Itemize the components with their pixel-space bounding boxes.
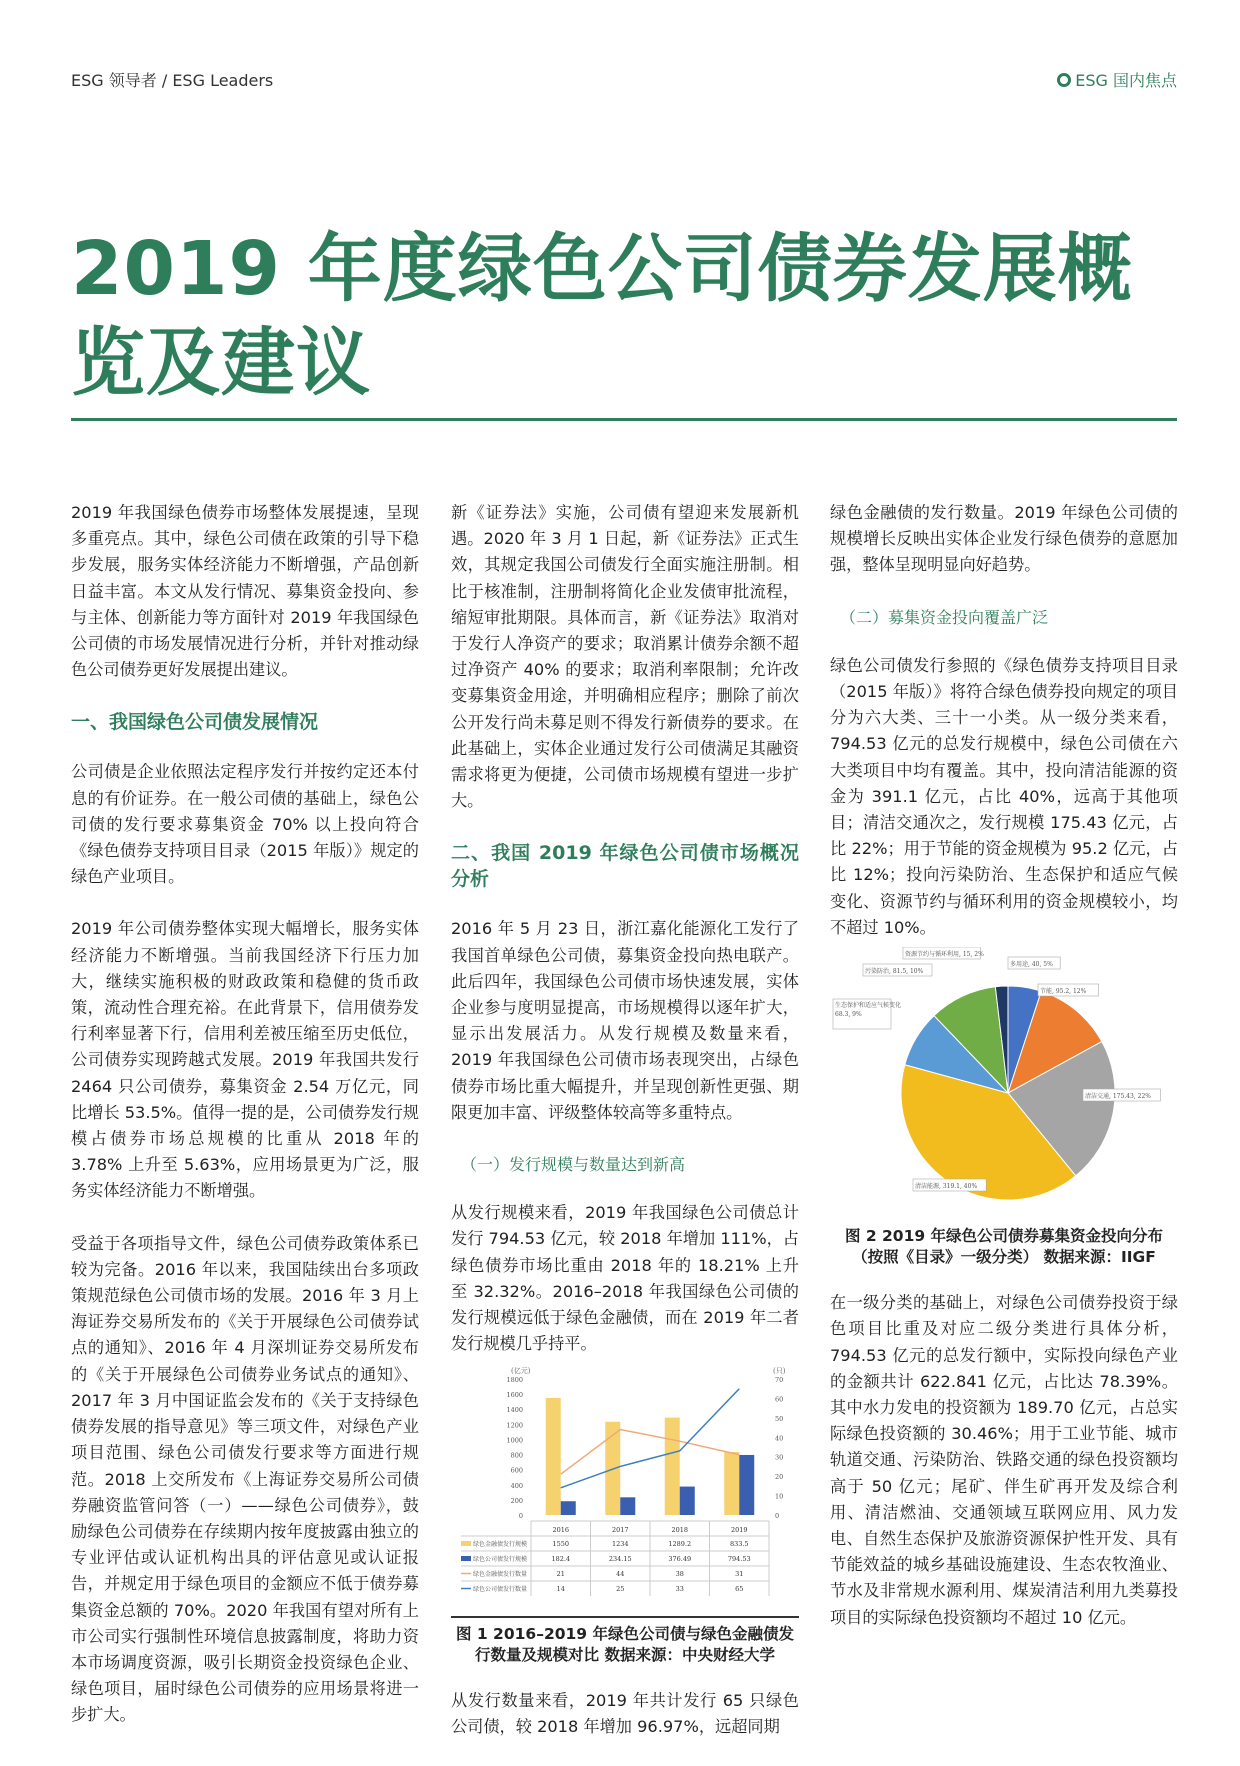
data-label: 65 xyxy=(735,1585,744,1594)
y2-tick-label: 70 xyxy=(775,1376,784,1385)
ring-icon xyxy=(1057,73,1071,87)
bar xyxy=(680,1487,695,1515)
category-label: 2018 xyxy=(671,1526,689,1535)
section-label-text: ESG 国内焦点 xyxy=(1075,71,1177,90)
paragraph: 2019 年公司债券整体实现大幅增长，服务实体经济能力不断增强。当前我国经济下行压力加大，继续实施积极的财政政策和稳健的货币政策，流动性合理充裕。在此背景下，信用债券发行利率显著下行，信用利差被压缩至历史低位，公司债券实现跨越式发展。2019 年我国共发行 2464 只公司债券，募集资金 2.54 万亿元，同比增长 53.5%。值得一提的是，公司债券发行规模占债券市场总规模的比重从 2018 年的 3.78% 上升至 5.63%，应用场景更为广泛，服务实体经济能力不断增强。 xyxy=(71,919,419,1201)
data-label: 14 xyxy=(556,1585,565,1594)
data-label: 44 xyxy=(616,1570,625,1579)
legend-swatch xyxy=(461,1556,471,1561)
slice-label: 资源节约与循环利用, 15, 2% xyxy=(905,951,984,959)
slice-label: 清洁交通, 175.43, 22% xyxy=(1085,1093,1151,1101)
data-label: 38 xyxy=(675,1570,684,1579)
y-tick-label: 400 xyxy=(510,1482,523,1491)
slice-label: 68.3, 9% xyxy=(835,1011,862,1019)
column-1 xyxy=(71,500,419,1755)
data-label: 833.5 xyxy=(729,1540,749,1549)
data-label: 31 xyxy=(735,1570,744,1579)
data-label: 1289.2 xyxy=(668,1540,692,1549)
running-header: ESG 领导者 / ESG Leaders xyxy=(71,71,274,90)
y2-tick-label: 40 xyxy=(775,1434,784,1443)
column-3 xyxy=(830,500,1178,1657)
data-label: 33 xyxy=(675,1585,684,1594)
legend-label: 绿色公司债发行规模 xyxy=(473,1556,528,1564)
section-heading: 一、我国绿色公司债发展情况 xyxy=(71,711,319,734)
category-label: 2017 xyxy=(611,1526,629,1535)
data-label: 376.49 xyxy=(668,1555,692,1564)
bar xyxy=(739,1455,754,1515)
paragraph: 从发行数量来看，2019 年共计发行 65 只绿色公司债，较 2018 年增加 96.97%，远超同期 xyxy=(451,1690,799,1736)
series-line xyxy=(561,1389,740,1488)
y-tick-label: 0 xyxy=(518,1512,523,1521)
section-heading: 二、我国 2019 年绿色公司债市场概况分析 xyxy=(451,842,799,891)
data-label: 234.15 xyxy=(608,1555,632,1564)
category-label: 2019 xyxy=(730,1526,748,1535)
y2-tick-label: 60 xyxy=(775,1395,784,1404)
section-label xyxy=(1057,68,1177,91)
paragraph: 在一级分类的基础上，对绿色公司债券投资于绿色项目比重及对应二级分类进行具体分析，794.53 亿元的总发行额中，实际投向绿色产业的金额共计 622.841 亿元，占比达 78.39%。其中水力发电的投资额为 189.70 亿元，占总实际绿色投资额的 30.46%；用于工业节能、城市轨道交通、污染防治、铁路交通的绿色投资额均高于 50 亿元；尾矿、伴生矿再开发及综合利用、清洁燃油、交通领域互联网应用、风力发电、自然生态保护及旅游资源保护性开发、具有节能效益的城乡基础设施建设、生态农牧渔业、节水及非常规水源利用、煤炭清洁利用九类募投项目的实际绿色投资额均不超过 10 亿元。 xyxy=(830,1293,1178,1627)
y-tick-label: 1000 xyxy=(506,1436,523,1445)
subsection-heading: （二）募集资金投向覆盖广泛 xyxy=(840,607,1049,627)
slice-label: 节能, 95.2, 12% xyxy=(1040,988,1087,996)
paragraph: 新《证券法》实施，公司债有望迎来发展新机遇。2020 年 3 月 1 日起，新《证券法》正式生效，其规定我国公司债发行全面实施注册制。相比于核准制，注册制将简化企业发债审批流程，缩短审批期限。具体而言，新《证券法》取消对于发行人净资产的要求；取消累计债券余额不超过净资产 40% 的要求；取消利率限制；允许改变募集资金用途，并明确相应程序；删除了前次公开发行尚未募足则不得发行新债券的要求。在此基础上，实体企业通过发行公司债满足其融资需求将更为便捷，公司债市场规模有望进一步扩大。 xyxy=(451,503,799,811)
article-title: 2019 年度绿色公司债券发展概览及建议 xyxy=(71,226,1133,406)
y-tick-label: 200 xyxy=(510,1497,523,1506)
data-label: 1550 xyxy=(552,1540,570,1549)
category-label: 2016 xyxy=(552,1526,570,1535)
paragraph: 2016 年 5 月 23 日，浙江嘉化能源化工发行了我国首单绿色公司债，募集资金投向热电联产。此后四年，我国绿色公司债市场快速发展，实体企业参与度明显提高，市场规模得以逐年扩大，显示出发展活力。从发行规模及数量来看，2019 年我国绿色公司债市场表现突出，占绿色债券市场比重大幅提升，并呈现创新性更强、期限更加丰富、评级整体较高等多重特点。 xyxy=(451,919,799,1122)
y-tick-label: 1800 xyxy=(506,1376,523,1385)
bar xyxy=(724,1453,739,1516)
series-line xyxy=(561,1430,740,1475)
slice-label: 多用途, 40, 5% xyxy=(1010,961,1053,969)
paragraph: 绿色金融债的发行数量。2019 年绿色公司债的规模增长反映出实体企业发行绿色债券的意愿加强，整体呈现明显向好趋势。 xyxy=(830,503,1178,575)
figure-2-chart xyxy=(830,947,1178,1220)
slice-label: 清洁能源, 319.1, 40% xyxy=(915,1183,978,1191)
legend-label: 绿色金融债发行数量 xyxy=(473,1571,528,1579)
y2-tick-label: 20 xyxy=(775,1473,784,1482)
subsection-heading: （一）发行规模与数量达到新高 xyxy=(461,1155,686,1175)
bar xyxy=(561,1502,576,1516)
title-divider xyxy=(71,418,1177,421)
y2-tick-label: 10 xyxy=(775,1493,784,1502)
paragraph: 受益于各项指导文件，绿色公司债券政策体系已较为完备。2016 年以来，我国陆续出台多项政策规范绿色公司债市场的发展。2016 年 3 月上海证券交易所发布的《关于开展绿色公司债券试点的通知》、2016 年 4 月深圳证券交易所发布的《关于开展绿色公司债券业务试点的通知》、2017 年 3 月中国证监会发布的《关于支持绿色债券发展的指导意见》等三项文件，对绿色产业项目范围、绿色公司债发行要求等方面进行规范。2018 上交所发布《上海证券交易所公司债券融资监管问答（一）——绿色公司债券》，鼓励绿色公司债券在存续期内按年度披露由独立的专业评估或认证机构出具的评估意见或认证报告，并规定用于绿色项目的金额应不低于债券募集资金总额的 70%。2020 年我国有望对所有上市公司实行强制性环境信息披露制度，将助力资本市场调度资源，吸引长期资金投资绿色企业、绿色项目，届时绿色公司债券的应用场景将进一步扩大。 xyxy=(71,1233,419,1725)
paragraph: 从发行规模来看，2019 年我国绿色公司债总计发行 794.53 亿元，较 2018 年增加 111%，占绿色债券市场比重由 2018 年的 18.21% 上升至 32.32%。2016–2018 年我国绿色公司债的发行规模远低于绿色金融债，而在 2019 年二者发行规模几乎持平。 xyxy=(451,1203,799,1354)
y-tick-label: 600 xyxy=(510,1467,523,1476)
data-label: 794.53 xyxy=(727,1555,751,1564)
bar xyxy=(665,1418,680,1515)
y-tick-label: 800 xyxy=(510,1452,523,1461)
figure-1-caption: 图 1 2016–2019 年绿色公司债与绿色金融债发行数量及规模对比 数据来源：中央财经大学 xyxy=(455,1624,794,1664)
legend-swatch xyxy=(461,1541,471,1546)
paragraph: 公司债是企业依照法定程序发行并按约定还本付息的有价证券。在一般公司债的基础上，绿色公司债的发行要求募集资金 70% 以上投向符合《绿色债券支持项目目录（2015 年版）》规定的绿色产业项目。 xyxy=(71,762,419,887)
slice-label: 污染防治, 81.5, 10% xyxy=(865,968,924,976)
legend-label: 绿色金融债发行规模 xyxy=(473,1541,528,1549)
bar xyxy=(620,1498,635,1516)
data-label: 25 xyxy=(616,1585,625,1594)
legend-label: 绿色公司债发行数量 xyxy=(473,1586,528,1594)
column-2 xyxy=(451,500,799,1766)
data-label: 1234 xyxy=(611,1540,629,1549)
data-label: 182.4 xyxy=(551,1555,571,1564)
y-tick-label: 1400 xyxy=(506,1406,523,1415)
bar xyxy=(546,1398,561,1515)
paragraph: 绿色公司债发行参照的《绿色债券支持项目目录（2015 年版）》将符合绿色债券投向规定的项目分为六大类、三十一小类。从一级分类来看，794.53 亿元的总发行规模中，绿色公司债在六大类项目中均有覆盖。其中，投向清洁能源的资金为 391.1 亿元，占比 40%，远高于其他项目；清洁交通次之，发行规模 175.43 亿元，占比 22%；用于节能的资金规模为 95.2 亿元，占比 12%；投向污染防治、生态保护和适应气候变化、资源节约与循环利用的资金规模较小，均不超过 10%。 xyxy=(830,655,1178,937)
y2-axis-label: (只) xyxy=(773,1367,786,1376)
y-tick-label: 1600 xyxy=(506,1391,523,1400)
y-tick-label: 1200 xyxy=(506,1421,523,1430)
y2-tick-label: 30 xyxy=(775,1454,784,1463)
paragraph: 2019 年我国绿色债券市场整体发展提速，呈现多重亮点。其中，绿色公司债在政策的引导下稳步发展，服务实体经济能力不断增强，产品创新日益丰富。本文从发行情况、募集资金投向、参与主体、创新能力等方面针对 2019 年我国绿色公司债的市场发展情况进行分析，并针对推动绿色公司债券更好发展提出建议。 xyxy=(71,503,419,680)
y2-tick-label: 0 xyxy=(775,1512,780,1521)
figure-2-caption: 图 2 2019 年绿色公司债券募集资金投向分布（按照《目录》一级分类） 数据来源：IIGF xyxy=(844,1227,1164,1267)
slice-label: 生态保护和适应气候变化 xyxy=(835,1002,902,1010)
data-label: 21 xyxy=(556,1570,565,1579)
figure-1-chart xyxy=(451,1365,799,1613)
y-axis-label: (亿元) xyxy=(511,1367,531,1376)
y2-tick-label: 50 xyxy=(775,1415,784,1424)
